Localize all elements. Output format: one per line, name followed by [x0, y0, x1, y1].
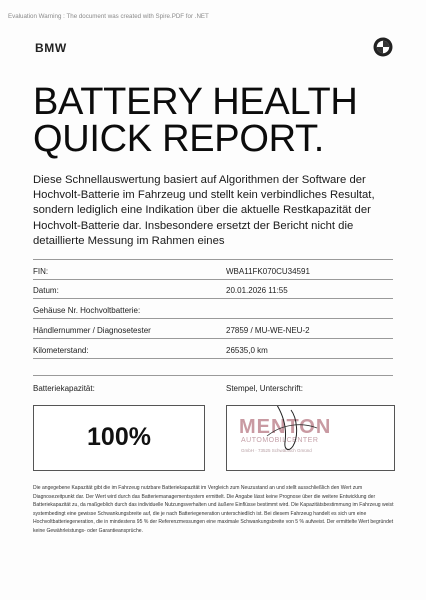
intro-text: Diese Schnellauswertung basiert auf Algorithmen der Software der Hochvolt-Batterie im Fahrzeug und stellt kein verbindliches Resultat, sondern lediglich eine Indikation über die aktuelle Restkapazität der Hochvolt-Batterie dar. Insbesondere ersetzt der Bericht nicht die detaillierte Messung im Rahmen eines — [33, 174, 375, 247]
divider — [33, 338, 393, 339]
capacity-box — [33, 405, 205, 471]
field-value-fin: WBA11FK070CU34591 — [226, 267, 310, 276]
divider — [33, 279, 393, 280]
capacity-value: 100% — [87, 423, 151, 451]
stamp-subtitle: AUTOMOBILCENTER — [241, 437, 319, 444]
stamp-label: Stempel, Unterschrift: — [226, 384, 303, 393]
field-label-date: Datum: — [33, 286, 59, 295]
disclaimer-text: Die angegebene Kapazität gibt die im Fahrzeug nutzbare Batteriekapazität im Vergleich zum Neuzustand an und stellt ausschließlich den Wert zum Diagnosezeitpunkt dar. Der Wert wird durch das Batteriemanagementsystem ermittelt. Die Angabe lässt keine Prognose über die weitere Entwicklung der Batteriekapazität zu, da maßgeblich durch das individuelle Nutzungsverhalten und äußere Einflüsse bestimmt wird. Die Kapazitätsbestimmung im Fahrzeug weist systembedingt eine gewisse Schwankungsbreite auf, die je nach Batteriegeneration unterschiedlich ist. Bei diesem Fahrzeug handelt es sich um eine Hochvoltbatteriegeneration, die in mindestens 95 % der Referenzmessungen eine maximale Schwankungsbreite von 5 % aufweist. Der ermittelte Wert begründet keine Gewährleistungs- oder Garantieansprüche. — [33, 485, 394, 534]
brand-name: BMW — [35, 41, 67, 55]
field-label-dealer: Händlernummer / Diagnosetester — [33, 326, 151, 335]
page-title — [33, 81, 358, 160]
field-value-dealer: 27859 / MU-WE-NEU-2 — [226, 326, 310, 335]
intro-section — [33, 173, 393, 257]
title-line-1: BATTERY HEALTH — [33, 81, 358, 123]
title-line-2: QUICK REPORT. — [33, 118, 325, 160]
field-value-mileage: 26535,0 km — [226, 346, 268, 355]
capacity-label: Batteriekapazität: — [33, 384, 95, 393]
field-label-fin: FIN: — [33, 267, 49, 276]
evaluation-warning: Evaluation Warning : The document was created with Spire.PDF for .NET — [8, 13, 209, 20]
stamp-name: MENTON — [239, 416, 332, 438]
stamp-address: GmbH · 73525 Schwäbisch Gmünd — [241, 448, 312, 453]
field-value-date: 20.01.2026 11:55 — [226, 286, 288, 295]
field-label-housing-number: Gehäuse Nr. Hochvoltbatterie: — [33, 306, 141, 315]
divider — [33, 318, 393, 319]
bmw-logo-icon — [373, 37, 393, 57]
divider — [33, 298, 393, 299]
signature-icon — [227, 406, 394, 470]
divider — [33, 259, 393, 260]
divider — [33, 375, 393, 376]
stamp-box — [226, 405, 395, 471]
divider — [33, 358, 393, 359]
field-label-mileage: Kilometerstand: — [33, 346, 89, 355]
